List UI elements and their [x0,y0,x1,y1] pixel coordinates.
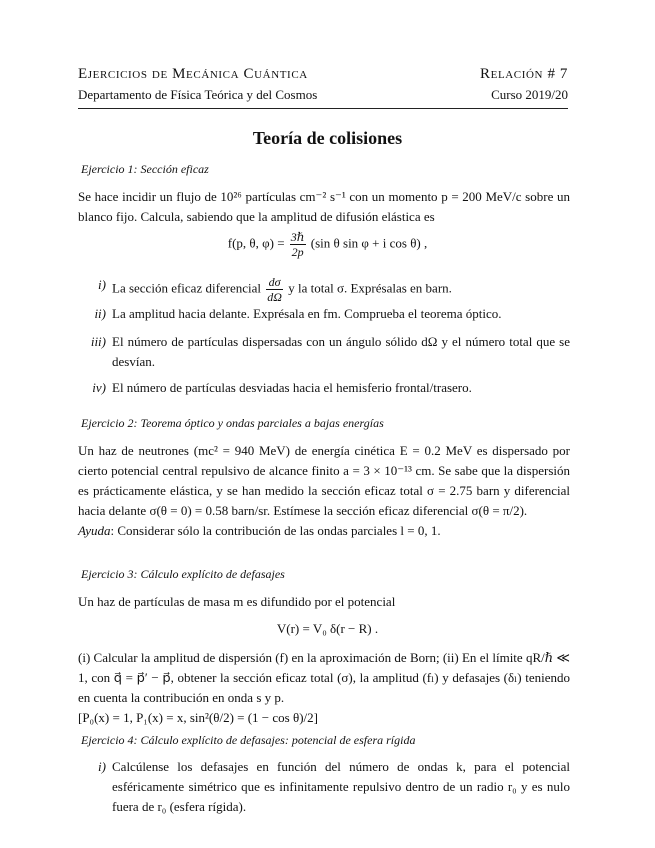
item-text: y la total σ. Exprésalas en barn. [288,280,452,296]
exercise-4-heading: Ejercicio 4: Cálculo explícito de defasajes: potencial de esfera rígida [81,733,416,747]
exercise-1-heading: Ejercicio 1: Sección eficaz [81,162,209,176]
item-label: iv) [92,380,106,395]
header-left-title: Ejercicios de Mecánica Cuántica [78,66,308,82]
item-text: El número de partículas dispersadas con un ángulo sólido dΩ y el número total que se desvían. [112,334,570,369]
equation-lhs: f(p, θ, φ) = [227,235,285,251]
item-text: Calcúlense los defasajes en función del número de ondas k, para el potencial esféricamente simétrico que es infinitamente repulsivo dentro de un radio r₀ y es nulo fuera de r₀ (esfera rígida). [112,759,570,814]
equation-rhs: (sin θ sin φ + i cos θ) , [310,235,428,251]
page-header [78,66,568,109]
exercise-3-equation: V(r) = V₀ δ(r − R) . [276,621,379,636]
fraction-numerator: 3ℏ [290,230,305,244]
exercise-2-heading: Ejercicio 2: Teorema óptico y ondas parciales a bajas energías [81,416,384,430]
exercise-2-body [78,441,570,541]
exercise-1-item [78,332,570,372]
exercise-1-equation [0,230,655,259]
fraction-denominator: dΩ [267,290,282,304]
header-course: Curso 2019/20 [491,87,568,102]
exercise-3-text: (i) Calcular la amplitud de dispersión (f) en la aproximación de Born; (ii) En el límite qR/ℏ ≪ 1, con q⃗ = p⃗′ − p⃗, obtener la sección eficaz total (σ), la amplitud (fₗ) y defasajes (δₗ) teniendo en cuenta la contribución en onda s y p. [78,650,570,705]
header-department: Departamento de Física Teórica y del Cosmos [78,87,318,102]
header-rule [78,108,568,109]
exercise-3-body [78,648,570,728]
exercise-1-item [78,275,570,304]
item-fraction [266,275,283,304]
header-right-title: Relación # 7 [480,66,568,82]
exercise-3-heading: Ejercicio 3: Cálculo explícito de defasajes [81,567,285,581]
item-label: i) [98,759,106,774]
item-label: ii) [94,306,106,321]
exercise-3-hint: [P₀(x) = 1, P₁(x) = x, sin²(θ/2) = (1 − cos θ)/2] [78,710,318,725]
exercise-1-item [78,378,570,398]
exercise-3-intro: Un haz de partículas de masa m es difundido por el potencial [78,594,396,609]
item-label: iii) [90,334,106,349]
item-text: La sección eficaz diferencial [112,280,262,296]
item-text: El número de partículas desviadas hacia el hemisferio frontal/trasero. [112,380,472,395]
help-label: Ayuda [78,523,111,538]
page-title: Teoría de colisiones [252,128,403,148]
fraction-denominator: 2p [291,245,304,259]
exercise-4-item [78,757,570,817]
exercise-1-item [78,304,570,324]
help-text: : Considerar sólo la contribución de las ondas parciales l = 0, 1. [110,523,441,538]
exercise-1-intro: Se hace incidir un flujo de 10²⁶ partículas cm⁻² s⁻¹ con un momento p = 200 MeV/c sobre un blanco fijo. Calcula, sabiendo que la amplitud de difusión elástica es [78,189,570,224]
item-text: La amplitud hacia delante. Exprésala en fm. Comprueba el teorema óptico. [112,306,502,321]
exercise-2-text: Un haz de neutrones (mc² = 940 MeV) de energía cinética E = 0.2 MeV es dispersado por cierto potencial central repulsivo de alcance finito a = 3 × 10⁻¹³ cm. Se sabe que la dispersión es prácticamente elástica, y se han medido la sección eficaz total σ = 2.75 barn y diferencial hacia delante σ(θ = 0) = 0.58 barn/sr. Estímese la sección eficaz diferencial σ(θ = π/2). [78,443,570,518]
fraction-numerator: dσ [266,275,283,290]
equation-fraction [290,230,306,259]
item-label: i) [98,277,106,292]
